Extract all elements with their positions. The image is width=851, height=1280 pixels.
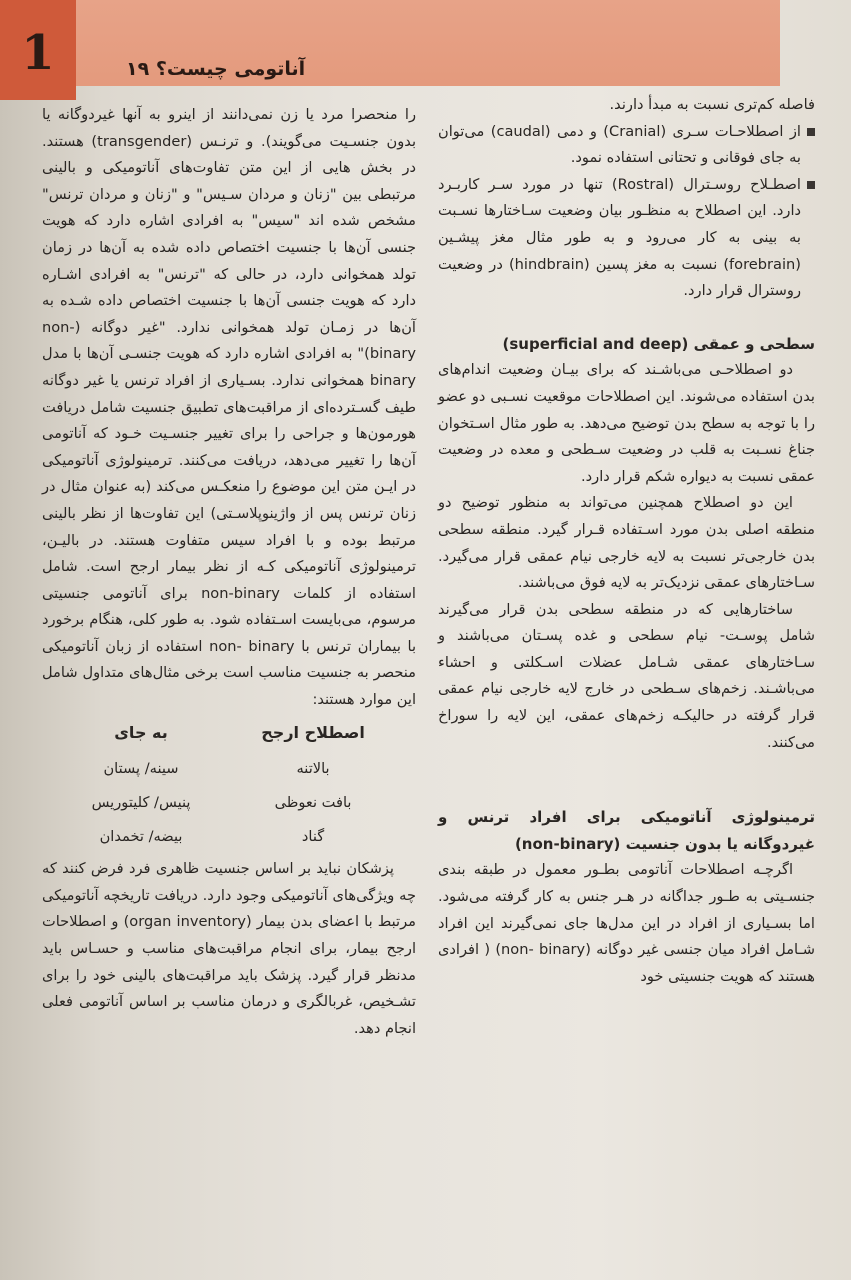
instead-term: پنیس/ کلیتوریس xyxy=(91,794,191,812)
table-row xyxy=(57,820,401,854)
table-header-row xyxy=(57,718,401,753)
running-title: آناتومی چیست؟ xyxy=(155,58,306,80)
preferred-term: بافت نعوظی xyxy=(274,794,352,812)
column-header-instead: به جای xyxy=(114,722,168,742)
instead-term: بیضه/ تخمدان xyxy=(99,828,183,846)
bullet-item xyxy=(438,172,815,305)
preferred-term: گناد xyxy=(301,828,325,846)
table-row xyxy=(57,752,401,786)
bullet-text: از اصطلاحـات سـری (Cranial) و دمی (caudal) می‌توان به جای فوقانی و تحتانی استفاده نمود. xyxy=(438,122,801,167)
chapter-tab xyxy=(0,0,76,100)
left-column xyxy=(42,102,416,1042)
paragraph: اگرچـه اصطلاحات آناتومی بطـور معمول در طبقه بندی جنسـیتی به طـور جداگانه در هـر جنس به کار گرفته می‌شود. اما بسـیاری از افراد در این مدل‌ها جای نمی‌گیرند این افراد شـامل افراد میان جنسی غیر دوگانه (non- binary) ( افرادی هستند که هویت جنسیتی خود xyxy=(438,861,816,985)
bullet-text: اصطـلاح روسـترال (Rostral) تنها در مورد سـر کاربـرد دارد. این اصطلاح به منظـور بیان وضعیت سـاختارها نسـبت به بینی به کار می‌رود و به طور مثال مغز پیشـین (forebrain) نسبت به مغز پسین (hindbrain) در وضعیت روسترال قرار دارد. xyxy=(438,175,801,300)
paragraph: دو اصطلاحـی می‌باشـند که برای بیـان وضعیت اندام‌های بدن استفاده می‌شوند. این اصطلاحات موقعیت نسـبی دو عضو را با توجه به سطح بدن توضیح می‌دهد. به طور مثال اسـتخوان جناغ نسـبت به قلب در وضعیت سـطحی و معده در وضعیت عمقی نسبت به دیواره شکم قرار دارد. xyxy=(438,361,815,485)
preferred-term: بالاتنه xyxy=(296,760,330,778)
paragraph: پزشکان نباید بر اساس جنسیت ظاهری فرد فرض کنند که چه ویژگی‌های آناتومیکی وجود دارد. دریافت تاریخچه آناتومیکی مرتبط با اعضای بدن بیمار (organ inventory) و اصطلاحات ارجح بیمار، برای انجام مراقبت‌های مناسب و حسـاس باید مدنظر قرار گیرد. پزشک باید مراقبت‌های بالینی خود را برای تشـخیص، غربالگری و درمان مناسب بر اساس آناتومی فعلی انجام دهد. xyxy=(42,860,416,1037)
section-heading: سطحی و عمقی (superficial and deep) xyxy=(502,334,815,353)
table-row xyxy=(57,786,401,820)
bullet-square-icon xyxy=(807,181,815,189)
paragraph: را منحصرا مرد یا زن نمی‌دانند از اینرو به آنها غیردوگانه یا بدون جنسـیت می‌گویند). و ترنـس (transgender) هستند. در بخش هایی از این متن تفاوت‌های آناتومیکی و بالینی مرتبطی بین "زنان و مردان سـیس" و "زنان و مردان ترنس" مشخص شده اند "سیس" به افرادی اشاره دارد که هویت جنسی آن‌ها با جنسیت اختصاص داده شده به آن‌ها در زمان تولد همخوانی دارد، در حالی که "ترنس" به افرادی اشـاره دارد که هویت جنسی آن‌ها با جنسیت اختصاص داده شـده به آن‌ها در زمـان تولد همخوانی ندارد. "غیر دوگانه (non- binary)" به افرادی اشاره دارد که هویت جنسـی آن‌ها با مدل binary همخوانی ندارد. بسـیاری از افراد ترنس یا غیر دوگانه طیف گسـترده‌ای از مراقبت‌های تطبیق جنسیت شامل دریافت هورمون‌ها و جراحی را برای تغییر جنسـیت خـود که آناتومی آن‌ها را تغییر می‌دهد، دریافت می‌کنند. ترمینولوژی آناتومیکی در ایـن متن این موضوع را منعکـس می‌کند (به عنوان مثال در زنان ترنس پس از واژینوپلاسـتی) این تفاوت‌ها از نظر بالینی مرتبط بوده و با افراد سیس متفاوت هستند. در بالیـن، ترمینولوژی آناتومیکی کـه از نظر بیمار ارجح است. شامل استفاده از کلمات non-binary برای آناتومی جنسیتی مرسوم، می‌بایست اسـتفاده شود. به طور کلی، هنگام برخورد با بیماران ترنس با non- binary استفاده از زبان آناتومیکی منحصر به جنسیت مناسب است برخی مثال‌های متداول شامل این موارد هستند: xyxy=(42,106,417,709)
terms-table xyxy=(57,718,401,855)
paragraph: ساختارهایی که در منطقه سطحی بدن قرار می‌گیرند شامل پوسـت- نیام سطحی و غده پسـتان می‌باشند و سـاختارهای عمقی شـامل عضلات اسـکلتی و احشاء می‌باشـند. زخم‌های سـطحی در خارج لایه خارجی نیام عمقی قرار گرفته در حالیکـه زخم‌های عمقی، این لایه را سوراخ می‌کنند. xyxy=(438,600,815,751)
paragraph: این دو اصطلاح همچنین می‌تواند به منظور توضیح دو منطقه اصلی بدن مورد اسـتفاده قـرار گیرد. منطقه سطحی بدن خارجی‌تر نسبت به لایه خارجی نیام عمقی قرار می‌گیرد. سـاختارهای عمقی نزدیک‌تر به لایه فوق می‌باشند. xyxy=(438,494,815,592)
bullet-item xyxy=(438,119,815,172)
section-heading: ترمینولوژی آناتومیکی برای افراد ترنس و غیردوگانه یا بدون جنسیت (non-binary) xyxy=(438,808,815,853)
continued-text: فاصله کم‌تری نسبت به مبدأ دارند. xyxy=(609,96,815,113)
instead-term: سینه/ پستان xyxy=(103,760,179,778)
chapter-number: 1 xyxy=(21,25,55,81)
running-header xyxy=(104,58,305,80)
bullet-square-icon xyxy=(807,128,815,136)
column-header-preferred: اصطلاح ارجح xyxy=(261,722,365,742)
page-number: ۱۹ xyxy=(126,58,150,80)
right-column xyxy=(438,92,815,990)
